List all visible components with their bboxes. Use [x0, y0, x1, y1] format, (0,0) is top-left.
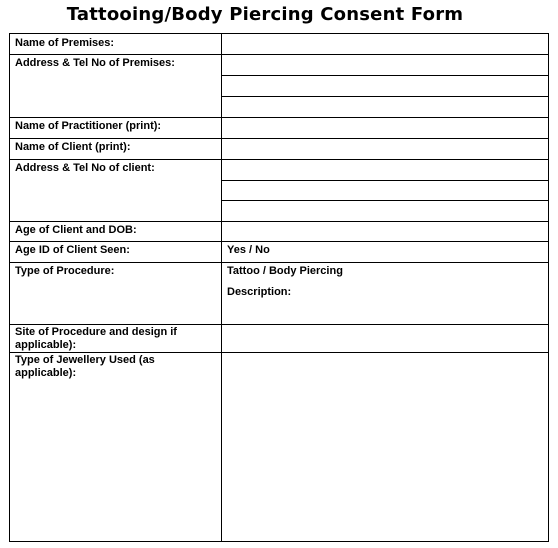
- label-premises-address: Address & Tel No of Premises:: [15, 57, 175, 69]
- client-name-field[interactable]: [222, 139, 549, 159]
- procedure-site-field[interactable]: [222, 325, 549, 352]
- label-age-id: Age ID of Client Seen:: [15, 244, 130, 256]
- label-client-age: Age of Client and DOB:: [15, 224, 137, 236]
- consent-form-table: [9, 33, 549, 542]
- premises-name-field[interactable]: [222, 34, 549, 54]
- label-client-name: Name of Client (print):: [15, 141, 131, 153]
- premises-address-field-line1[interactable]: [222, 55, 549, 75]
- age-id-options: Yes / No: [227, 244, 270, 256]
- practitioner-name-field[interactable]: [222, 118, 549, 138]
- client-address-field-line2[interactable]: [222, 181, 549, 200]
- label-jewellery-line1: Type of Jewellery Used (as: [15, 354, 155, 366]
- label-practitioner-name: Name of Practitioner (print):: [15, 120, 162, 132]
- form-title: Tattooing/Body Piercing Consent Form: [66, 4, 464, 25]
- label-jewellery-line2: applicable):: [15, 367, 77, 379]
- premises-address-field-line2[interactable]: [222, 76, 549, 96]
- label-client-address: Address & Tel No of client:: [15, 162, 155, 174]
- row-divider: [10, 241, 548, 242]
- client-address-field-line1[interactable]: [222, 160, 549, 180]
- label-procedure-site-line2: applicable):: [15, 339, 77, 351]
- procedure-options: Tattoo / Body Piercing: [227, 265, 343, 277]
- client-age-field[interactable]: [222, 222, 549, 241]
- label-procedure-type: Type of Procedure:: [15, 265, 115, 277]
- client-address-field-line3[interactable]: [222, 201, 549, 221]
- description-field[interactable]: [222, 299, 549, 324]
- label-premises-name: Name of Premises:: [15, 37, 115, 49]
- row-divider: [10, 262, 548, 263]
- jewellery-field[interactable]: [222, 353, 549, 541]
- premises-address-field-line3[interactable]: [222, 97, 549, 117]
- description-label: Description:: [227, 286, 292, 298]
- label-procedure-site-line1: Site of Procedure and design if: [15, 326, 177, 338]
